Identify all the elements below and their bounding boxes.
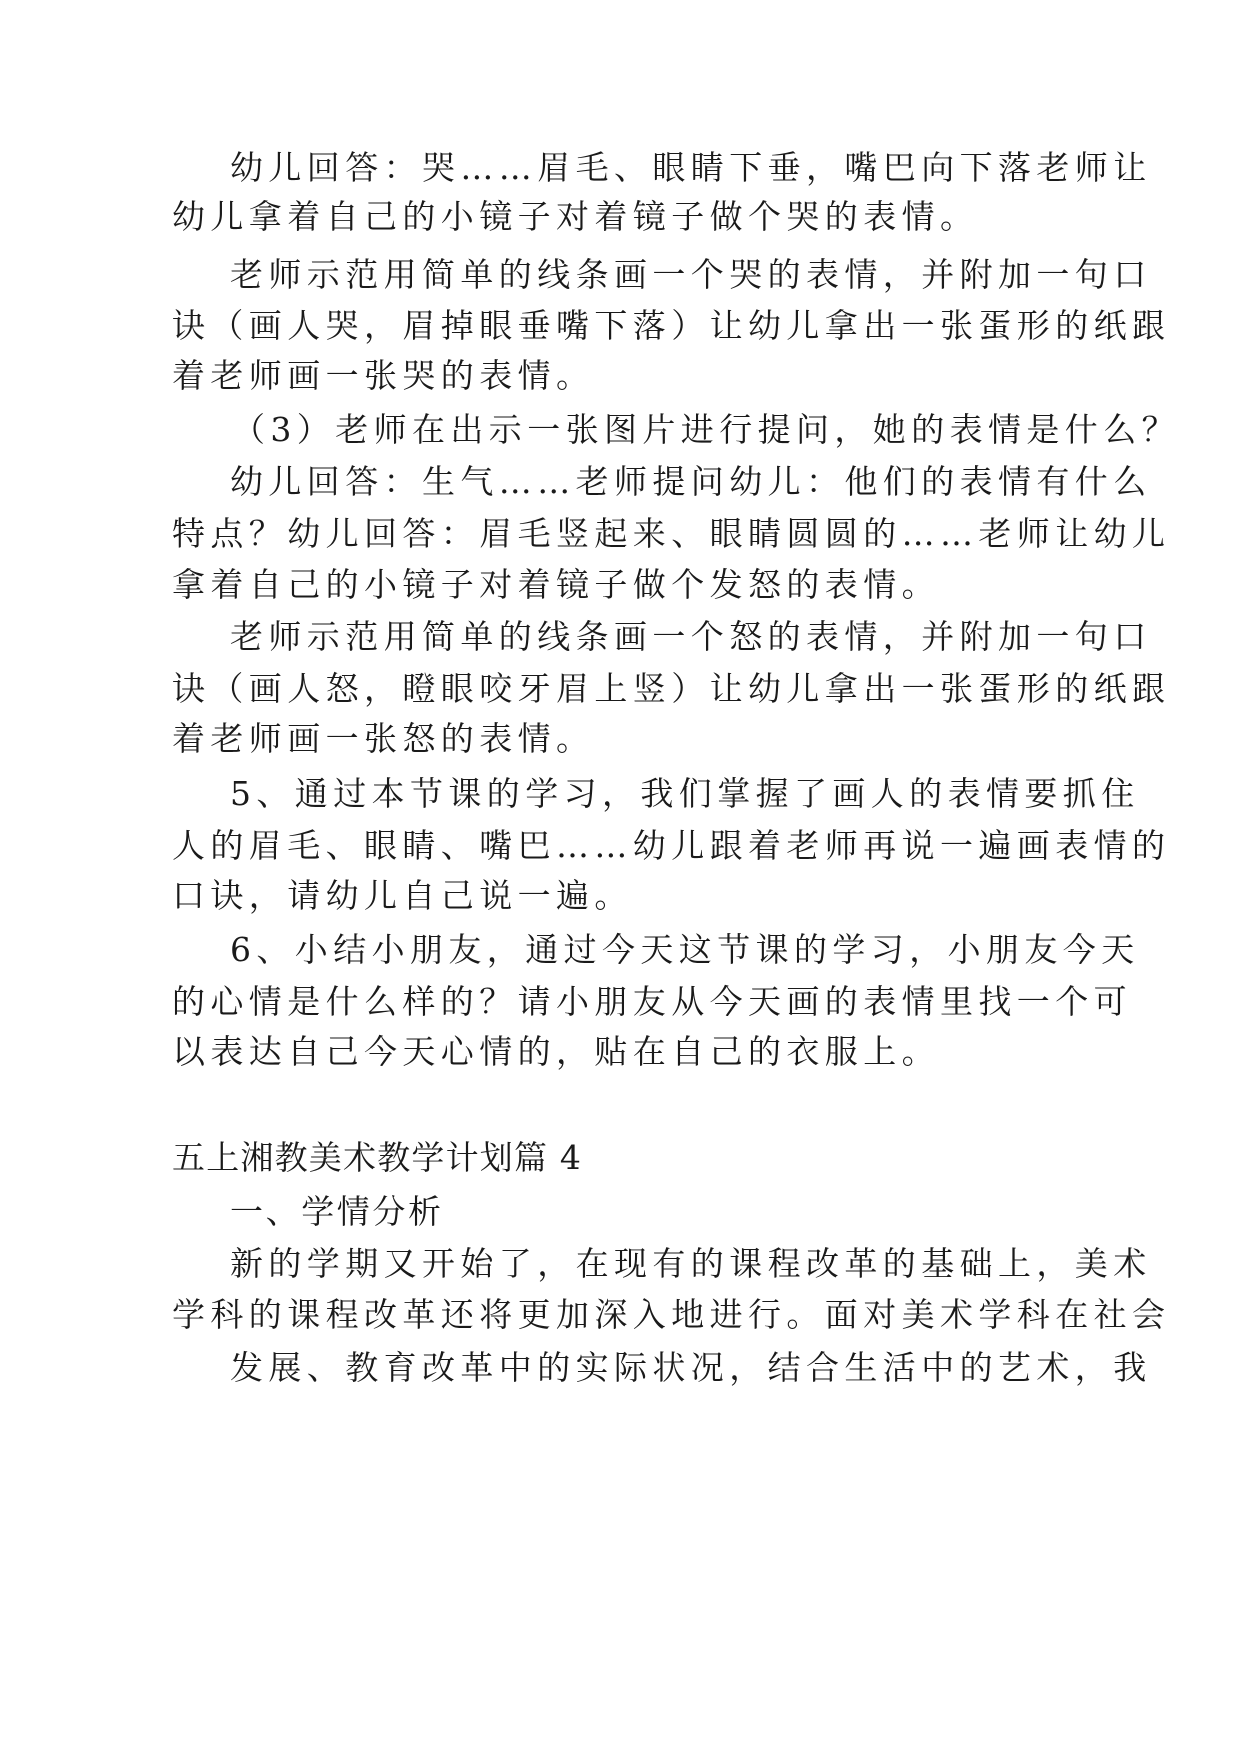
paragraph-line: 幼儿回答：生气……老师提问幼儿：他们的表情有什么 bbox=[230, 462, 1152, 501]
paragraph-line: 老师示范用简单的线条画一个哭的表情，并附加一句口 bbox=[230, 255, 1152, 294]
paragraph-line: 着老师画一张哭的表情。 bbox=[172, 356, 595, 395]
paragraph-line: 幼儿回答：哭……眉毛、眼睛下垂，嘴巴向下落老师让 bbox=[230, 148, 1152, 187]
paragraph-line: 幼儿拿着自己的小镜子对着镜子做个哭的表情。 bbox=[172, 197, 979, 236]
paragraph-line: 的心情是什么样的？请小朋友从今天画的表情里找一个可 bbox=[172, 982, 1132, 1021]
paragraph-line: 诀（画人怒，瞪眼咬牙眉上竖）让幼儿拿出一张蛋形的纸跟 bbox=[172, 669, 1171, 708]
paragraph-line: 以表达自己今天心情的，贴在自己的衣服上。 bbox=[172, 1032, 940, 1071]
paragraph-line: 着老师画一张怒的表情。 bbox=[172, 719, 595, 758]
paragraph-line: （3）老师在出示一张图片进行提问，她的表情是什么？ bbox=[232, 410, 1180, 449]
paragraph-line: 诀（画人哭，眉掉眼垂嘴下落）让幼儿拿出一张蛋形的纸跟 bbox=[172, 306, 1171, 345]
paragraph-line: 拿着自己的小镜子对着镜子做个发怒的表情。 bbox=[172, 565, 940, 604]
subsection-heading: 一、学情分析 bbox=[230, 1192, 444, 1231]
paragraph-line: 新的学期又开始了，在现有的课程改革的基础上，美术 bbox=[230, 1244, 1152, 1283]
paragraph-line: 人的眉毛、眼睛、嘴巴……幼儿跟着老师再说一遍画表情的 bbox=[172, 826, 1171, 865]
paragraph-line: 特点？幼儿回答：眉毛竖起来、眼睛圆圆的……老师让幼儿 bbox=[172, 514, 1171, 553]
paragraph-line: 口诀，请幼儿自己说一遍。 bbox=[172, 876, 633, 915]
paragraph-line: 6、小结小朋友，通过今天这节课的学习，小朋友今天 bbox=[230, 930, 1140, 969]
paragraph-line: 发展、教育改革中的实际状况，结合生活中的艺术，我 bbox=[230, 1348, 1152, 1387]
paragraph-line: 5、通过本节课的学习，我们掌握了画人的表情要抓住 bbox=[230, 774, 1140, 813]
paragraph-line: 老师示范用简单的线条画一个怒的表情，并附加一句口 bbox=[230, 617, 1152, 656]
paragraph-line: 学科的课程改革还将更加深入地进行。面对美术学科在社会 bbox=[172, 1295, 1171, 1334]
section-heading: 五上湘教美术教学计划篇 4 bbox=[172, 1138, 583, 1177]
